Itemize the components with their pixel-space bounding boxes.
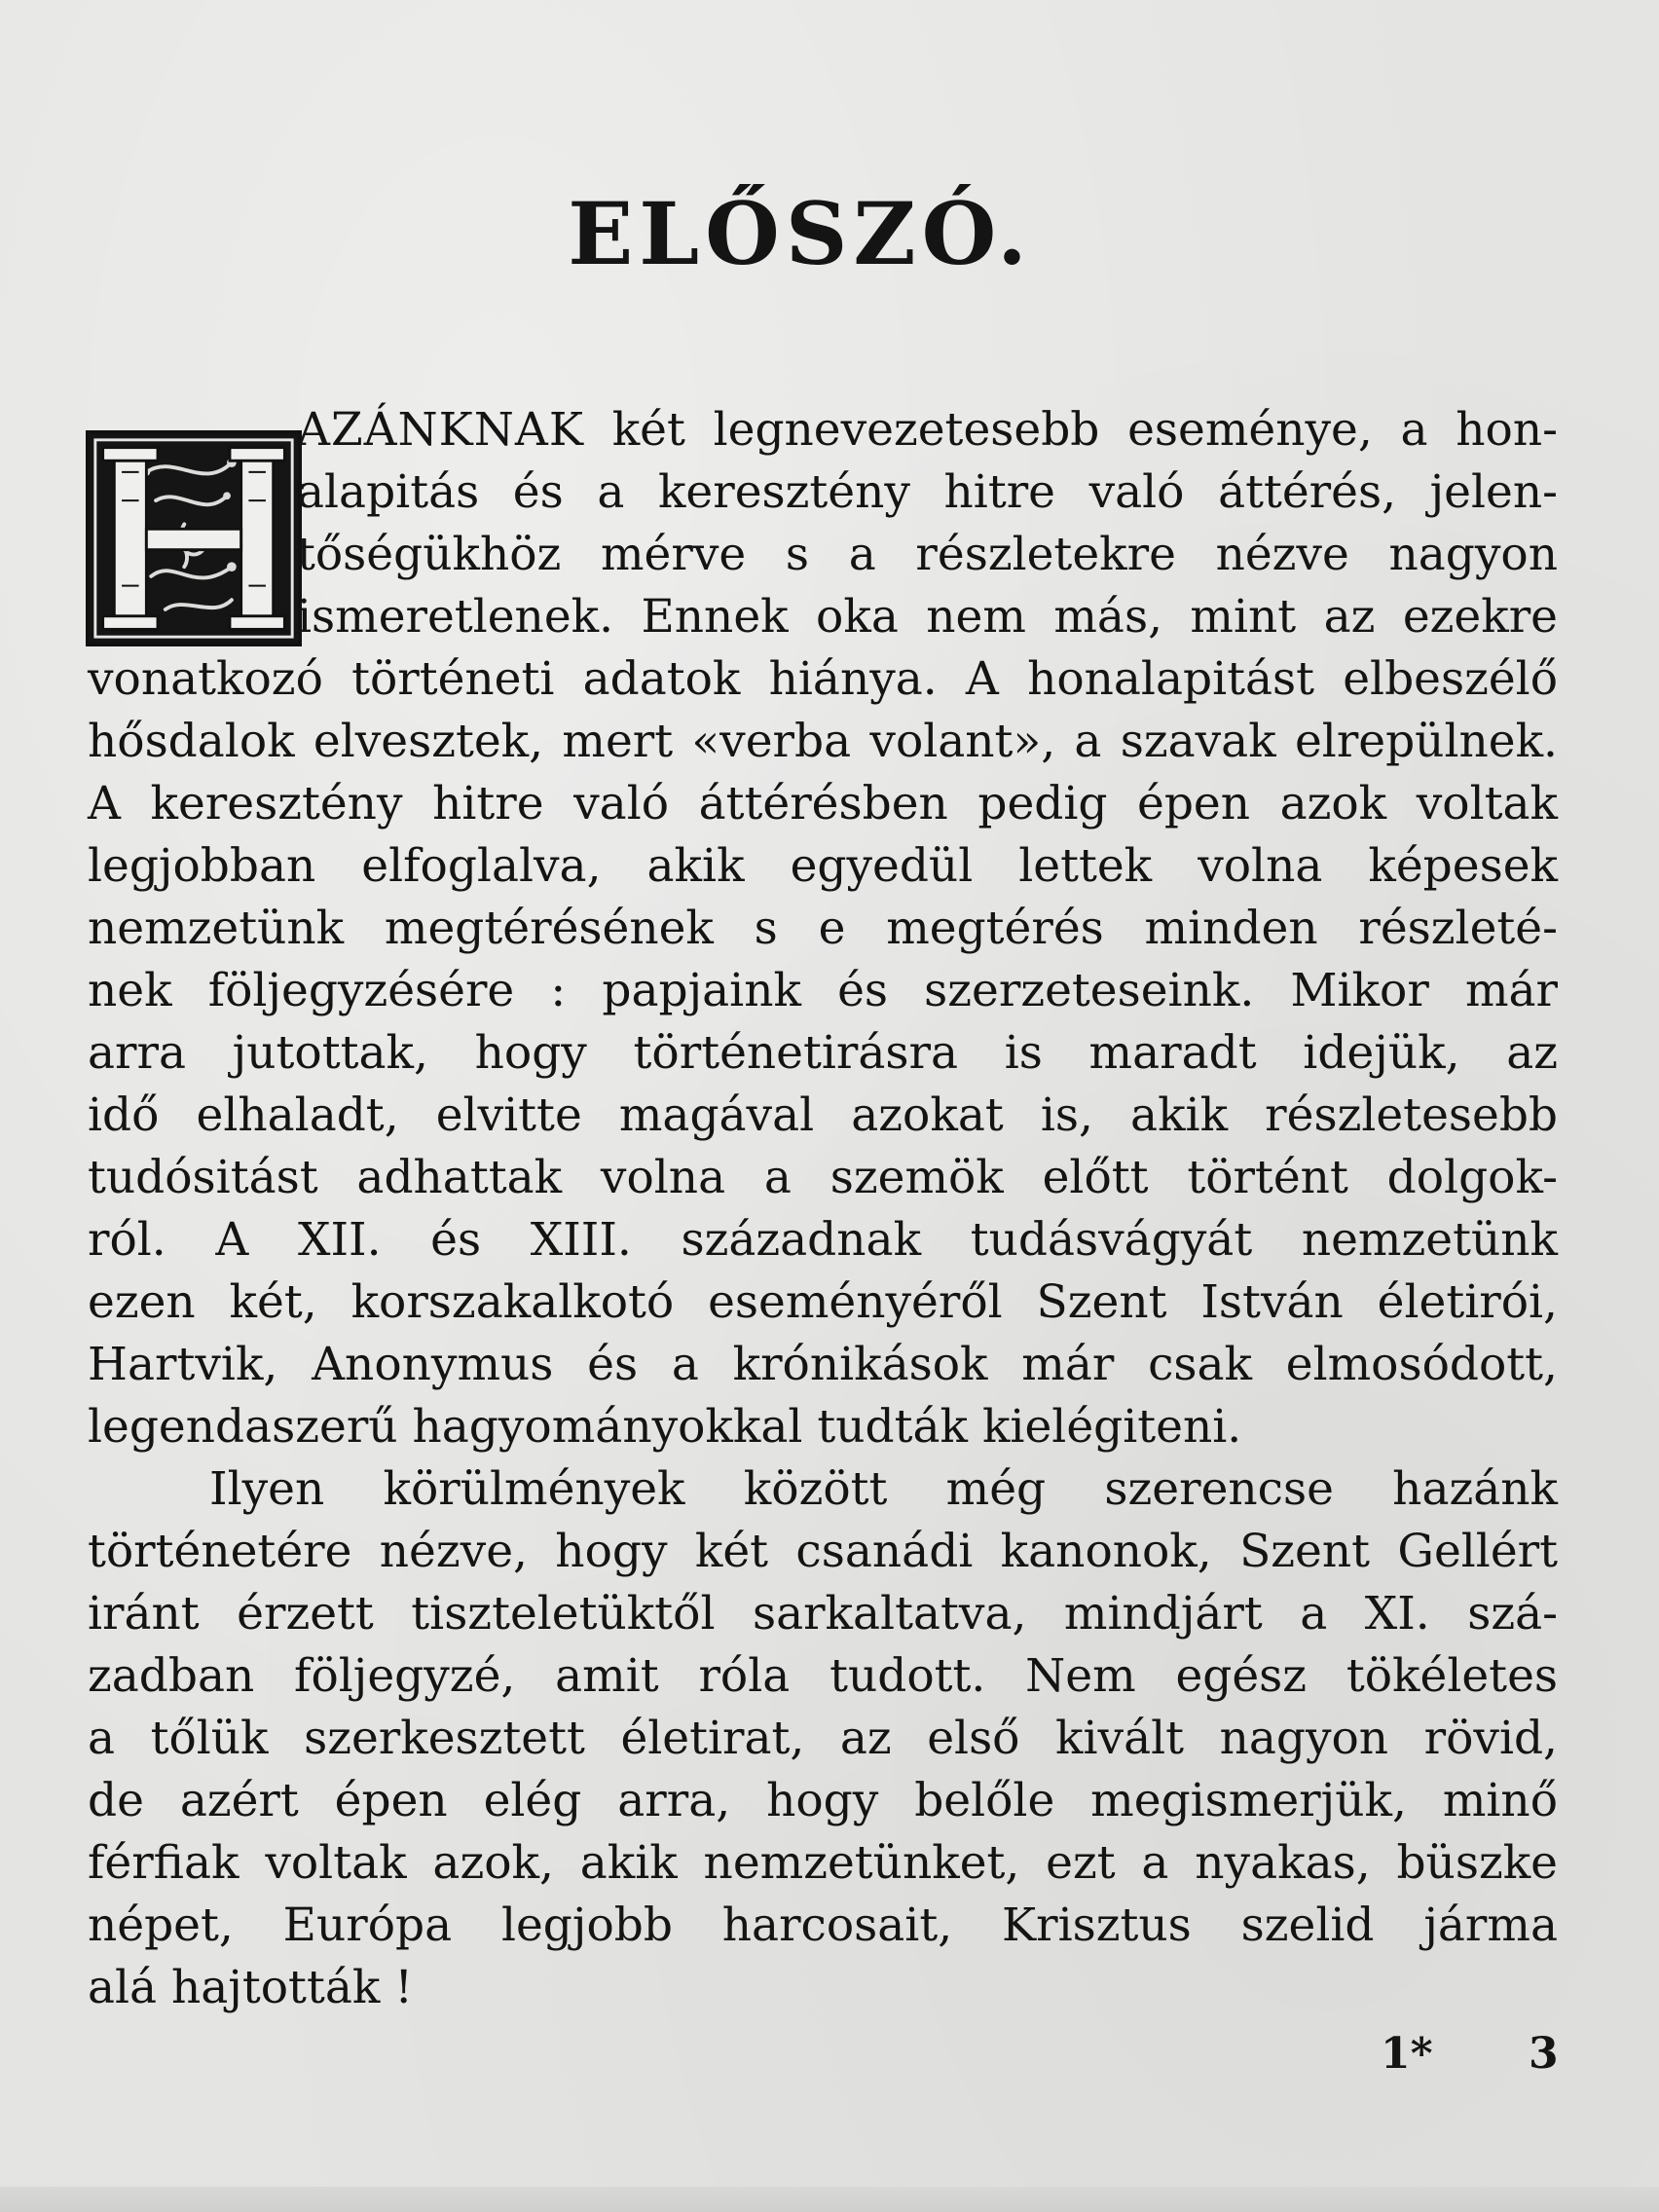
text-line: alá hajtották ! bbox=[88, 1961, 414, 2014]
paragraph-2 bbox=[88, 1458, 1558, 2019]
text-line: Ilyen körülmények között még szerencse hazánk bbox=[209, 1462, 1558, 1516]
body-text bbox=[88, 399, 1558, 2019]
text-line: vonatkozó történeti adatok hiánya. A honalapitást elbeszélő bbox=[88, 652, 1558, 706]
text-line: idő elhaladt, elvitte magával azokat is, akik részletesebb bbox=[88, 1088, 1558, 1142]
text-smallcaps: AZÁNKNAK bbox=[297, 403, 584, 457]
text-line: A keresztény hitre való áttérésben pedig épen azok voltak bbox=[88, 777, 1558, 830]
text-line: alapitás és a keresztény hitre való áttérés, jelen- bbox=[297, 465, 1558, 519]
text-line: tudósitást adhattak volna a szemök előtt történt dolgok- bbox=[88, 1151, 1558, 1204]
text-line: Hartvik, Anonymus és a krónikások már csak elmosódott, bbox=[88, 1338, 1558, 1391]
page-title: ELŐSZÓ. bbox=[568, 183, 1033, 284]
text-line: legendaszerű hagyományokkal tudták kielégiteni. bbox=[88, 1400, 1242, 1454]
text-line: tőségükhöz mérve s a részletekre nézve nagyon bbox=[297, 528, 1558, 581]
page-number: 3 bbox=[1529, 2029, 1559, 2079]
text-line: hősdalok elvesztek, mert «verba volant», a szavak elrepülnek. bbox=[88, 715, 1558, 768]
text-segment: két legnevezetesebb eseménye, a hon- bbox=[583, 403, 1558, 457]
text-line: arra jutottak, hogy történetirásra is maradt idejük, az bbox=[88, 1026, 1558, 1080]
text-line: nek följegyzésére : papjaink és szerzeteseink. Mikor már bbox=[88, 964, 1558, 1017]
text-line: iránt érzett tiszteletüktől sarkaltatva, mindjárt a XI. szá- bbox=[88, 1587, 1558, 1641]
text-line: zadban följegyzé, amit róla tudott. Nem egész tökéletes bbox=[88, 1649, 1558, 1703]
text-line: legjobban elfoglalva, akik egyedül lettek volna képesek bbox=[88, 839, 1558, 893]
text-line: de azért épen elég arra, hogy belőle megismerjük, minő bbox=[88, 1774, 1558, 1827]
signature-mark: 1* bbox=[1381, 2029, 1433, 2079]
text-line: ismeretlenek. Ennek oka nem más, mint az ezekre bbox=[297, 590, 1558, 644]
text-line: történetére nézve, hogy két csanádi kanonok, Szent Gellért bbox=[88, 1525, 1558, 1578]
page-edge bbox=[0, 2187, 1659, 2212]
text-line: férfiak voltak azok, akik nemzetünket, ezt a nyakas, büszke bbox=[88, 1836, 1558, 1890]
text-line bbox=[297, 399, 1558, 461]
text-line: nemzetünk megtérésének s e megtérés minden részleté- bbox=[88, 902, 1558, 955]
text-line: ról. A XII. és XIII. századnak tudásvágyát nemzetünk bbox=[88, 1213, 1558, 1267]
text-line: népet, Európa legjobb harcosait, Krisztus szelid járma bbox=[88, 1899, 1558, 1952]
text-line: a tőlük szerkesztett életirat, az első kivált nagyon rövid, bbox=[88, 1712, 1558, 1765]
text-line: ezen két, korszakalkotó eseményéről Szent István életirói, bbox=[88, 1275, 1558, 1329]
paragraph-1 bbox=[88, 399, 1558, 1458]
